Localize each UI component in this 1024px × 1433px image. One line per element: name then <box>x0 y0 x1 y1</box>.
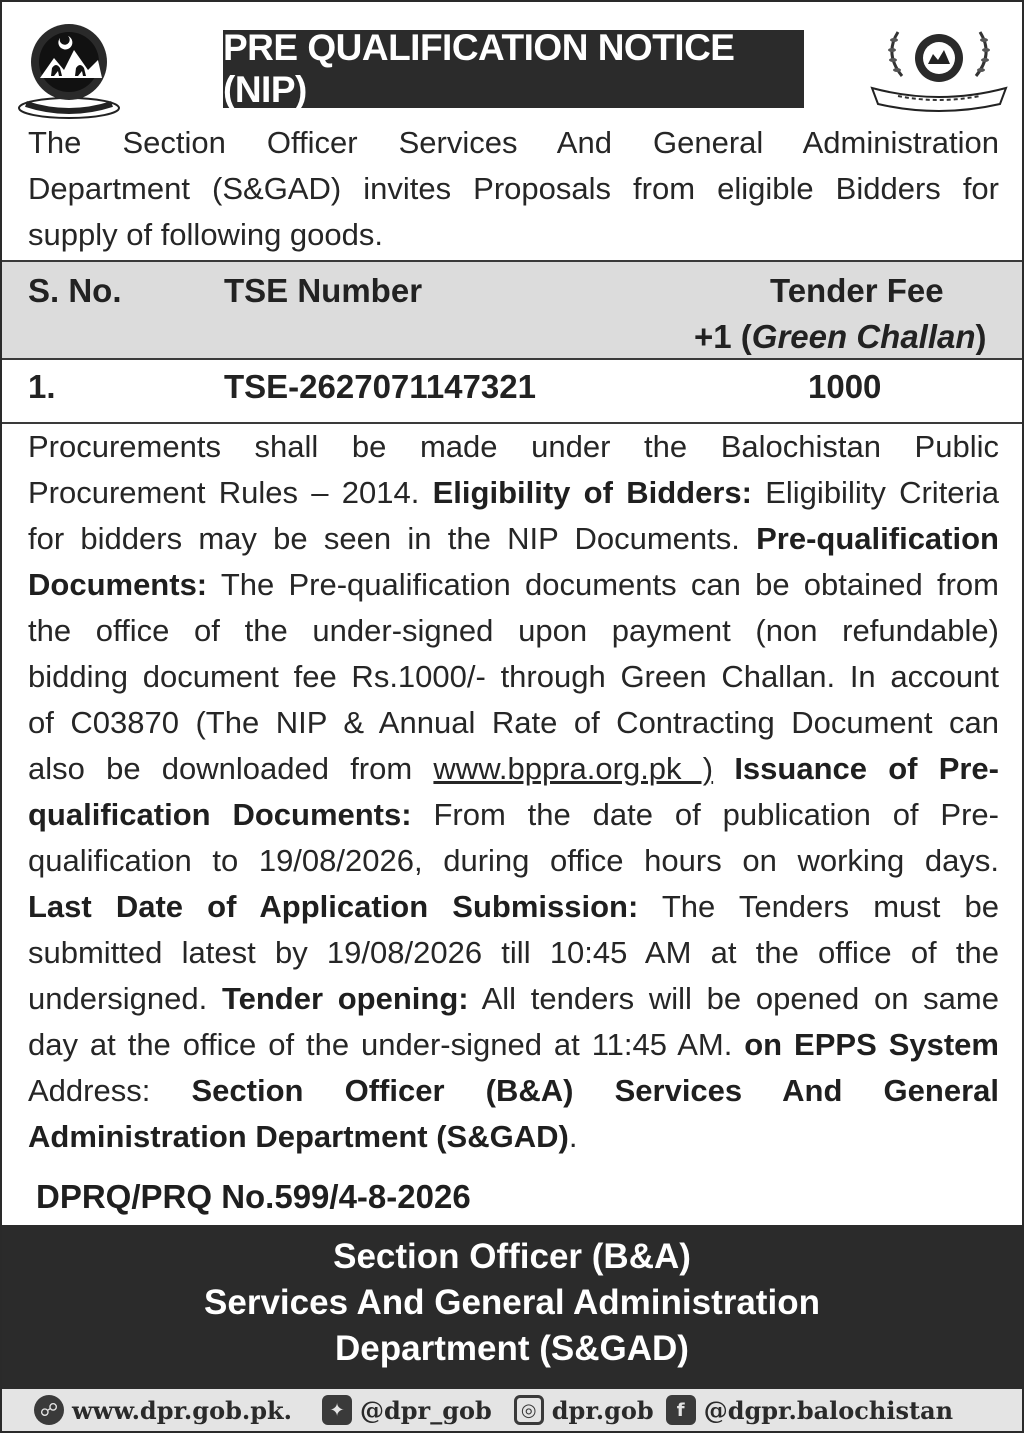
body-line: qualification to 19/08/2026, during office hours on working days. <box>28 843 999 878</box>
intro-line: Department (S&GAD) invites Proposals from eligible Bidders for <box>28 171 999 206</box>
website-text: www.dpr.gob.pk. <box>72 1395 292 1425</box>
text-run: for bidders may be seen in the NIP Documents. <box>28 521 740 556</box>
facebook-link[interactable] <box>666 1395 953 1425</box>
body-line <box>28 792 999 838</box>
column-header-fee-sub <box>694 318 987 356</box>
last-date-heading: Last Date of Application Submission: <box>28 889 639 924</box>
reference-number: DPRQ/PRQ No.599/4-8-2026 <box>36 1178 471 1215</box>
body-line <box>28 1114 999 1160</box>
address-value-cont: Administration Department (S&GAD) <box>28 1119 569 1154</box>
body-line: of C03870 (The NIP & Annual Rate of Contracting Document can <box>28 705 999 740</box>
body-line <box>28 1068 999 1114</box>
text-run: . <box>568 1119 578 1154</box>
body-line: Procurements shall be made under the Balochistan Public <box>28 429 999 464</box>
text-run: also be downloaded from <box>28 751 413 786</box>
instagram-link[interactable] <box>514 1395 654 1425</box>
instagram-icon: ◎ <box>514 1395 544 1425</box>
body-line <box>28 1022 999 1068</box>
signature-line: Department (S&GAD) <box>335 1329 689 1368</box>
text-run: day at the office of the under-signed at 11:45 AM. <box>28 1027 733 1062</box>
text-run: All tenders will be opened on same <box>481 981 999 1016</box>
balochistan-emblem-logo <box>16 20 122 120</box>
twitter-link[interactable] <box>322 1395 492 1425</box>
body-line <box>28 976 999 1022</box>
body-line <box>28 516 999 562</box>
table-header <box>2 260 1022 360</box>
signature-block <box>2 1225 1022 1389</box>
prequal-heading: Pre-qualification <box>756 521 999 556</box>
tender-opening-heading: Tender opening: <box>221 981 469 1016</box>
body-line <box>28 470 999 516</box>
globe-icon: ☍ <box>34 1395 64 1425</box>
issuance-heading: Issuance of Pre- <box>734 751 999 786</box>
table-row <box>2 358 1022 424</box>
documents-heading: Documents: <box>28 567 208 602</box>
fee-sub-italic: Green Challan <box>751 318 976 355</box>
text-run: From the date of publication of Pre- <box>433 797 999 832</box>
fee-sub-prefix: +1 ( <box>694 318 752 355</box>
address-value: Section Officer (B&A) Services And General <box>191 1073 999 1108</box>
eligibility-heading: Eligibility of Bidders: <box>432 475 752 510</box>
column-header-fee: Tender Fee <box>770 272 944 309</box>
epps-system: on EPPS System <box>744 1027 999 1062</box>
body-paragraph <box>28 424 999 1160</box>
body-line <box>28 746 999 792</box>
body-line: bidding document fee Rs.1000/- through Green Challan. In account <box>28 659 999 694</box>
text-run: Eligibility Criteria <box>765 475 999 510</box>
bppra-link[interactable]: www.bppra.org.pk ) <box>433 751 714 786</box>
signature-line: Services And General Administration <box>204 1283 820 1322</box>
intro-line: The Section Officer Services And General Administration <box>28 125 999 160</box>
body-line: the office of the under-signed upon payment (non refundable) <box>28 613 999 648</box>
body-line <box>28 562 999 608</box>
notice-title: PRE QUALIFICATION NOTICE (NIP) <box>223 30 804 108</box>
cell-tender-fee: 1000 <box>808 368 882 405</box>
issuance-heading-cont: qualification Documents: <box>28 797 412 832</box>
facebook-icon: f <box>666 1395 696 1425</box>
intro-paragraph <box>28 120 999 258</box>
instagram-text: dpr.gob <box>551 1395 654 1425</box>
social-bar <box>2 1389 1022 1431</box>
signature-line: Section Officer (B&A) <box>333 1237 691 1276</box>
twitter-icon: ✦ <box>322 1395 352 1425</box>
address-label: Address: <box>28 1073 151 1108</box>
cell-tse-number: TSE-2627071147321 <box>224 368 536 405</box>
sgad-seal-logo <box>868 24 1010 116</box>
facebook-text: @dgpr.balochistan <box>703 1395 954 1425</box>
twitter-text: @dpr_gob <box>359 1395 492 1425</box>
body-line <box>28 884 999 930</box>
text-run: The Tenders must be <box>661 889 999 924</box>
text-run: undersigned. <box>28 981 208 1016</box>
fee-sub-suffix: ) <box>975 318 987 355</box>
intro-line: supply of following goods. <box>28 217 384 252</box>
body-line: submitted latest by 19/08/2026 till 10:45 AM at the office of the <box>28 935 999 970</box>
text-run: The Pre-qualification documents can be obtained from <box>220 567 999 602</box>
text-run: Procurement Rules – 2014. <box>28 475 420 510</box>
column-header-tse: TSE Number <box>224 272 423 309</box>
column-header-sno: S. No. <box>28 272 122 309</box>
website-link[interactable] <box>34 1395 292 1425</box>
cell-sno: 1. <box>28 368 56 405</box>
